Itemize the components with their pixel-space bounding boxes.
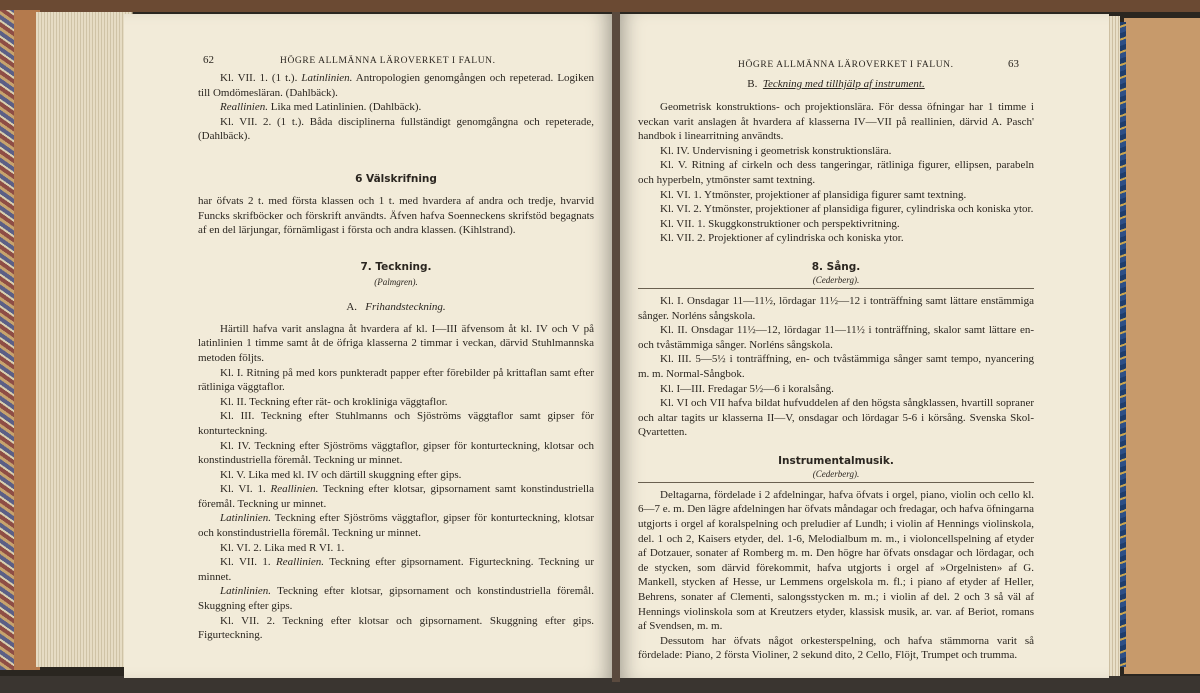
right-page-text <box>638 77 1034 663</box>
running-head: HÖGRE ALLMÄNNA LÄROVERKET I FALUN. <box>738 60 954 70</box>
paragraph <box>198 366 594 395</box>
text: Kl. I. Ritning på med kors punkteradt papper efter förebilder på krittaflan samt efter rätliniga väggtaflor. <box>198 366 594 394</box>
italic-text: Reallinien. <box>276 556 325 569</box>
teacher-name: (Cederberg). <box>812 274 860 285</box>
book-bottom-edge <box>0 676 1200 693</box>
paragraph: Kl. VII. 2. Projektioner af cylindriska och koniska ytor. <box>660 232 904 245</box>
teacher-name: (Palmgren). <box>374 276 418 287</box>
text: Kl. V. Lika med kl. IV och därtill skuggning efter gips. <box>220 468 462 481</box>
divider <box>638 288 1034 289</box>
section-heading: 6 Välskrifning <box>355 172 437 185</box>
paragraph <box>198 511 594 540</box>
section-heading: Instrumentalmusik. <box>778 454 894 467</box>
page-number: 63 <box>1008 58 1019 70</box>
divider <box>638 482 1034 483</box>
instrumental-text <box>638 488 1034 663</box>
text: Lika med Latinlinien. (Dahlbäck). <box>267 101 422 114</box>
paragraph <box>198 555 594 584</box>
text: Kl. VII. 2. Teckning efter klotsar och gipsornament. Skuggning efter gips. Figurteckning. <box>198 614 594 642</box>
subsection-title: Teckning med tillhjälp af instrument. <box>762 78 925 90</box>
italic-text: Latinlinien. <box>220 585 272 598</box>
paragraph: Kl. I. Onsdagar 11—11½, lördagar 11½—12 i tonträffning samt lättare enstämmiga sånger. Norléns sångskola. <box>638 294 1034 322</box>
paragraph: har öfvats 2 t. med första klassen och 1 t. med hvardera af andra och tredje, hvarvid Funcks skrifböcker och förskrift användts. Äfven hafva Soenneckens skrifstöd begagnats af en del lärjungar, förnämligast i första och andra klassen. (Kihlstrand). <box>198 194 594 237</box>
text: Antropologien genomgången och repeterad. Logiken till Omdömesläran. (Dahlbäck). <box>198 72 594 99</box>
paragraph: Kl. VI. 1. Ytmönster, projektioner af plansidiga figurer samt textning. <box>660 188 967 201</box>
text: Kl. III. Teckning efter Stuhlmanns och Sjöströms väggtaflor samt gipser för konturteckning. <box>198 410 594 437</box>
subsection-letter: B. <box>747 78 758 90</box>
subsection-heading <box>638 77 1034 92</box>
book-gutter <box>612 12 620 682</box>
text: Teckning efter klotsar, gipsornament och konstindustriella föremål. Skuggning efter gips. <box>198 585 594 613</box>
text: Kl. VI. 2. Lika med R VI. 1. <box>220 541 345 554</box>
section-heading: 8. Sång. <box>811 260 861 273</box>
paragraph: Geometrisk konstruktions- och projektionslära. För dessa öfningar har 1 timme i veckan varit anslagen åt hvardera af klasserna IV—VII på reallinien, därvid A. Pasch' handbok i linearritning användts. <box>638 101 1034 143</box>
italic-text: Reallinien. <box>220 101 268 114</box>
paragraph: Dessutom har öfvats något orkesterspelning, och hafva stämmorna varit så fördelade: Piano, 2 första Violiner, 2 sekund dito, 2 Cello, Flöjt, Trumpet och trumma. <box>638 634 1034 662</box>
paragraph: Kl. II. Onsdagar 11½—12, lördagar 11—11½ i tonträffning, skalor samt lättare en- och tvåstämmiga sånger. Norléns sångskola. <box>638 324 1034 351</box>
book-top-edge <box>0 0 1200 12</box>
subsection-title: Frihandsteckning. <box>365 300 446 313</box>
intro-block <box>198 71 594 144</box>
text: Teckning efter Sjöströms väggtaflor, gipser för konturteckning, klotsar och konstindustriella föremål. Teckning ur minnet. <box>198 512 594 540</box>
paragraph: Kl. VI. 2. Ytmönster, projektioner af plansidiga figurer, cylindriska och koniska ytor. <box>660 203 1034 216</box>
paragraph <box>198 482 594 511</box>
paragraph: Kl. VI och VII hafva bildat hufvuddelen af den högsta sångklassen, hvartill sopraner och altar tagits ur klasserna II—V, onsdagar och lördagar 5-6 i körsång. Svenska Skol-Qvartetten. <box>638 397 1034 439</box>
subsection-letter: A. <box>346 300 358 313</box>
section7-text <box>198 322 594 643</box>
paragraph <box>198 614 594 643</box>
paragraph <box>198 71 594 100</box>
paragraph: Kl. V. Ritning af cirkeln och dess tangeringar, rätliniga figurer, ellipsen, parabeln och hyperbeln, ytmönster samt textning. <box>638 159 1034 186</box>
section8-text <box>638 294 1034 440</box>
text: Teckning efter gipsornament. Figurteckning. Teckning ur minnet. <box>198 556 594 583</box>
paragraph <box>198 100 594 115</box>
paragraph <box>198 322 594 366</box>
paragraph <box>198 468 594 483</box>
paragraph: Kl. VII. 1. Skuggkonstruktioner och perspektivritning. <box>660 217 900 230</box>
section-heading: 7. Teckning. <box>360 260 432 273</box>
text: Teckning efter klotsar, gipsornament samt konstindustriella föremål. Teckning ur minnet. <box>198 483 594 510</box>
section6-text <box>198 194 594 238</box>
paragraph: Kl. IV. Undervisning i geometrisk konstruktionslära. <box>660 144 892 157</box>
right-cover <box>1124 18 1200 674</box>
italic-text: Reallinien. <box>270 483 319 496</box>
text: Kl. VII. 1. (1 t.). <box>220 72 302 84</box>
paragraph: Kl. VII. 2. (1 t.). Båda disciplinerna fullständigt genomgångna och repeterade, (Dahlbäck). <box>198 115 594 143</box>
page-number: 62 <box>203 54 214 66</box>
paragraph <box>198 439 594 468</box>
paragraph <box>198 395 594 410</box>
paragraph: Kl. I—III. Fredagar 5½—6 i koralsång. <box>660 382 834 395</box>
text: Kl. II. Teckning efter rät- och krokliniga väggtaflor. <box>220 395 448 408</box>
paragraph <box>198 409 594 438</box>
left-page-stack <box>36 12 133 667</box>
text: Kl. VI. 1. <box>220 483 271 496</box>
teacher-name: (Cederberg). <box>812 468 860 479</box>
text: Kl. VII. 1. <box>220 556 277 569</box>
paragraph <box>198 584 594 613</box>
subsection-b-text <box>638 100 1034 246</box>
paragraph: Deltagarna, fördelade i 2 afdelningar, hafva öfvats i orgel, piano, violin och cello kl. 6—7 e. m. Den lägre afdelningen har öfvats måndagar och fredagar, och hafva öfningarna utgjorts i orgel af koralspelning och preludier af Lundh; i violin af Hennings violinskola, del. 1 och 2, Kaisers etyder, del. 1-6, Melodialbum m. m., i violoncellspelning af etyder af Dotzauer, sonater af Romberg m. m. Den högre har öfvats onsdagar och lördagar, och de stycken, som därvid förekommit, hafva utgjorts i orgel af »Orgelnisten» af G. Mankell, stycken af Hesse, ur Lemmens orgelskola m. fl.; i piano af etyder af Heller, Behrens, sonater af Clementi, salongsstycken m. m.; i violin af del. 2 och 3 så väl af Hennings violinskola som at Kreutzers etyder, klassisk musik, ar. var. af Beriot, romans af Svendsen, m. m. <box>638 488 1034 633</box>
left-page-text <box>198 71 594 643</box>
running-head: HÖGRE ALLMÄNNA LÄROVERKET I FALUN. <box>280 56 496 66</box>
italic-text: Latinlinien. <box>301 72 353 84</box>
italic-text: Latinlinien. <box>220 512 272 525</box>
left-marbled-edge <box>0 10 14 670</box>
paragraph <box>198 541 594 556</box>
paragraph: Kl. III. 5—5½ i tonträffning, en- och tvåstämmiga sånger samt tempo, nyancering m. m. Normal-Sångbok. <box>638 353 1034 380</box>
subsection-heading <box>198 300 594 315</box>
text: Kl. IV. Teckning efter Sjöströms väggtaflor, gipser för konturteckning, klotsar och konstindustriella föremål. Teckning ur minnet. <box>198 439 594 467</box>
text: Härtill hafva varit anslagna åt hvardera af kl. I—III äfvensom åt kl. IV och V på latinlinien 1 timme samt åt de öfriga klasserna 2 timmar i veckan, därvid Stuhlmannska metoden följts. <box>198 322 594 364</box>
